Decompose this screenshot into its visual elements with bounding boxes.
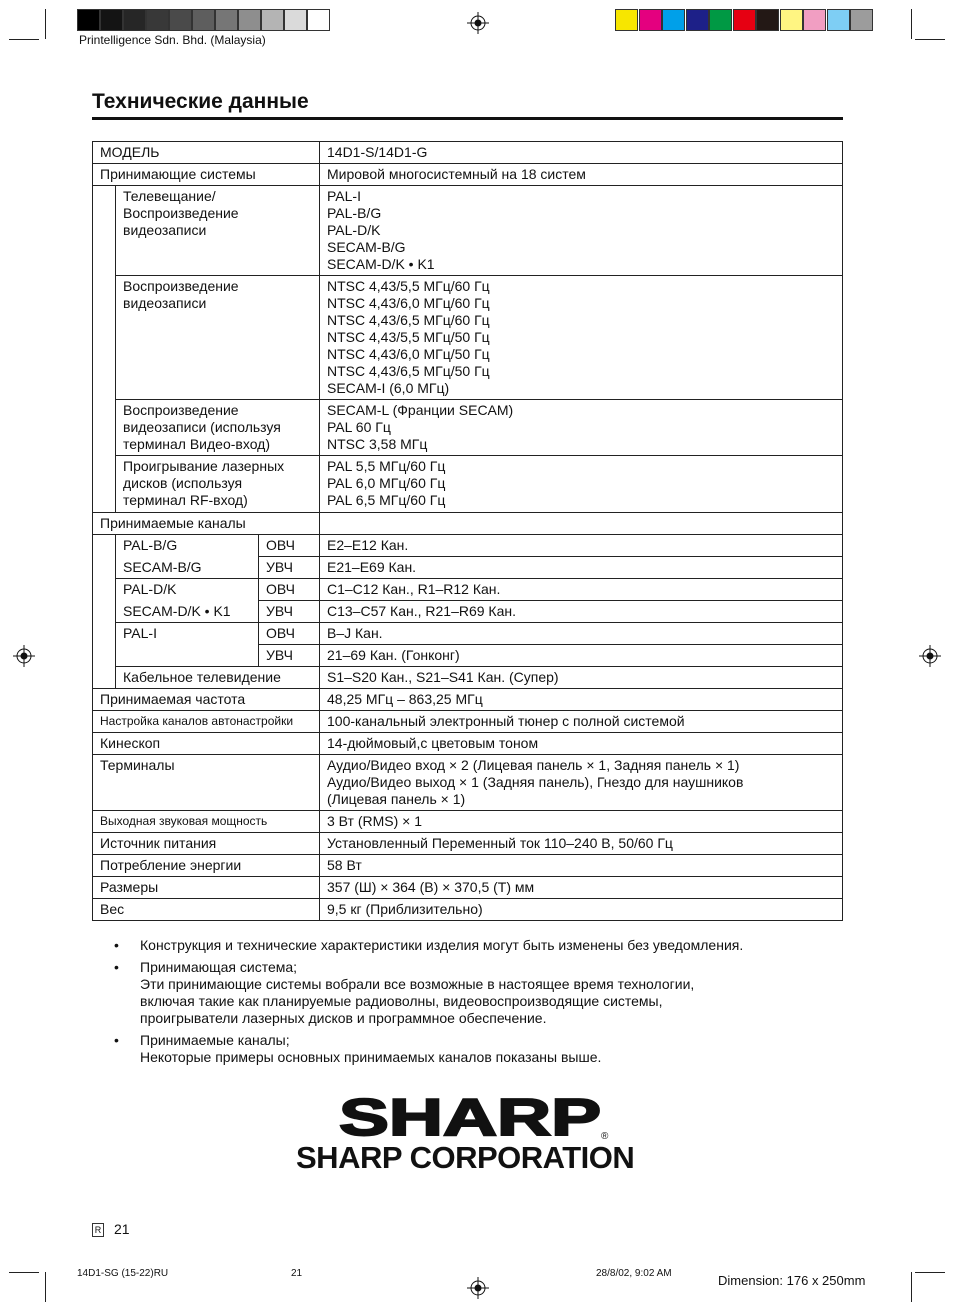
gray-swatch bbox=[215, 9, 238, 31]
color-swatch bbox=[780, 9, 803, 31]
color-swatch bbox=[686, 9, 709, 31]
spec-table bbox=[92, 141, 843, 921]
crop-mark bbox=[9, 39, 39, 40]
color-swatch bbox=[733, 9, 756, 31]
spec-value: Мировой многосистемный на 18 систем bbox=[320, 164, 843, 186]
table-row bbox=[93, 164, 843, 186]
channel-value: 21–69 Кан. (Гонконг) bbox=[320, 645, 843, 667]
color-swatch bbox=[709, 9, 732, 31]
spec-label: Потребление энергии bbox=[93, 855, 320, 877]
channel-value: C1–C12 Кан., R1–R12 Кан. bbox=[320, 579, 843, 601]
table-row bbox=[93, 535, 843, 557]
channel-band: УВЧ bbox=[259, 557, 320, 579]
table-row bbox=[93, 811, 843, 833]
crop-mark bbox=[45, 1272, 46, 1302]
table-row bbox=[93, 855, 843, 877]
gray-swatch bbox=[192, 9, 215, 31]
table-row bbox=[93, 579, 843, 601]
spec-value: 14-дюймовый,с цветовым тоном bbox=[320, 733, 843, 755]
crop-mark bbox=[45, 9, 46, 39]
spec-label: Телевещание/ Воспроизведение видеозаписи bbox=[116, 186, 320, 276]
table-row bbox=[93, 623, 843, 645]
spec-label: Принимающие системы bbox=[93, 164, 320, 186]
file-name: 14D1-SG (15-22)RU bbox=[77, 1268, 169, 1279]
spec-label: Проигрывание лазерных дисков (используя терминал RF-вход) bbox=[116, 456, 320, 513]
table-row bbox=[93, 276, 843, 400]
registration-mark-icon bbox=[919, 645, 941, 667]
spec-label: Воспроизведение видеозаписи (используя терминал Видео-вход) bbox=[116, 400, 320, 456]
spec-value: 14D1-S/14D1-G bbox=[320, 142, 843, 164]
spec-label: Принимаемые каналы bbox=[93, 513, 320, 535]
spec-value: PAL 5,5 МГц/60 Гц PAL 6,0 МГц/60 Гц PAL 6,5 МГц/60 Гц bbox=[320, 456, 843, 513]
spec-label: Кинескоп bbox=[93, 733, 320, 755]
registration-mark-icon bbox=[467, 1277, 489, 1299]
table-row bbox=[93, 513, 843, 535]
channel-system: SECAM-D/K • K1 bbox=[116, 601, 259, 623]
channel-band: ОВЧ bbox=[259, 579, 320, 601]
spec-value: 357 (Ш) × 364 (В) × 370,5 (Т) мм bbox=[320, 877, 843, 899]
spec-label: Кабельное телевидение bbox=[116, 667, 320, 689]
registration-mark-icon bbox=[13, 645, 35, 667]
crop-mark bbox=[9, 1272, 39, 1273]
spec-label: Принимаемая частота bbox=[93, 689, 320, 711]
spec-value: PAL-I PAL-B/G PAL-D/K SECAM-B/G SECAM-D/K • K1 bbox=[320, 186, 843, 276]
spec-label: Воспроизведение видеозаписи bbox=[116, 276, 320, 400]
spec-value: 9,5 кг (Приблизительно) bbox=[320, 899, 843, 921]
spec-value: 100-канальный электронный тюнер с полной системой bbox=[320, 711, 843, 733]
sharp-logo bbox=[339, 1093, 611, 1141]
channel-band: ОВЧ bbox=[259, 535, 320, 557]
gray-swatch bbox=[307, 9, 330, 31]
spec-value: S1–S20 Кан., S21–S41 Кан. (Супер) bbox=[320, 667, 843, 689]
color-swatch bbox=[662, 9, 685, 31]
spec-label: Выходная звуковая мощность bbox=[93, 811, 320, 833]
table-row bbox=[93, 186, 843, 276]
language-marker: R bbox=[92, 1223, 104, 1237]
svg-text:SHARP: SHARP bbox=[339, 1093, 601, 1141]
list-item: • Принимающая система; Эти принимающие системы вобрали все возможные в настоящее время технологии, включая такие как планируемые радиоволны, видеовоспроизводящие системы, проигрыватели лазерных дисков и программное обеспечение. bbox=[114, 959, 695, 1026]
channel-value: C13–C57 Кан., R21–R69 Кан. bbox=[320, 601, 843, 623]
spec-label: Настройка каналов автонастройки bbox=[93, 711, 320, 733]
channel-value: E2–E12 Кан. bbox=[320, 535, 843, 557]
color-swatch bbox=[850, 9, 873, 31]
corporation-name: SHARP CORPORATION bbox=[296, 1140, 635, 1175]
gray-swatch bbox=[284, 9, 307, 31]
table-row bbox=[93, 733, 843, 755]
list-item: • Принимаемые каналы; Некоторые примеры основных принимаемых каналов показаны выше. bbox=[114, 1032, 602, 1065]
gray-swatch bbox=[169, 9, 192, 31]
channel-system: PAL-B/G bbox=[116, 535, 259, 557]
table-row bbox=[93, 689, 843, 711]
spec-label: Вес bbox=[93, 899, 320, 921]
table-row bbox=[93, 456, 843, 513]
page-title: Технические данные bbox=[92, 90, 309, 113]
color-swatch bbox=[827, 9, 850, 31]
spec-value: Аудио/Видео вход × 2 (Лицевая панель × 1, Задняя панель × 1) Аудио/Видео выход × 1 (Задняя панель), Гнездо для наушников (Лицевая панель × 1) bbox=[320, 755, 843, 811]
channel-value: E21–E69 Кан. bbox=[320, 557, 843, 579]
gray-swatch bbox=[146, 9, 169, 31]
channel-system: PAL-I bbox=[116, 623, 259, 667]
table-row bbox=[93, 833, 843, 855]
color-swatch bbox=[639, 9, 662, 31]
crop-mark bbox=[915, 39, 945, 40]
channel-value: B–J Кан. bbox=[320, 623, 843, 645]
channel-system: SECAM-B/G bbox=[116, 557, 259, 579]
table-row bbox=[93, 711, 843, 733]
spec-value: Установленный Переменный ток 110–240 В, 50/60 Гц bbox=[320, 833, 843, 855]
channel-band: ОВЧ bbox=[259, 623, 320, 645]
registration-mark-icon bbox=[467, 12, 489, 34]
gray-swatch bbox=[261, 9, 284, 31]
dimension-label: Dimension: 176 x 250mm bbox=[718, 1273, 866, 1288]
color-swatch bbox=[803, 9, 826, 31]
printer-credit: Printelligence Sdn. Bhd. (Malaysia) bbox=[79, 33, 266, 47]
gray-swatch bbox=[238, 9, 261, 31]
table-row bbox=[93, 755, 843, 811]
table-row bbox=[93, 400, 843, 456]
table-row bbox=[93, 667, 843, 689]
gray-swatch bbox=[100, 9, 123, 31]
table-row bbox=[93, 557, 843, 579]
page-number: 21 bbox=[114, 1221, 130, 1237]
spec-value bbox=[320, 513, 843, 535]
spec-value: NTSC 4,43/5,5 МГц/60 Гц NTSC 4,43/6,0 МГц/60 Гц NTSC 4,43/6,5 МГц/60 Гц NTSC 4,43/5,5 МГц/50 Гц NTSC 4,43/6,0 МГц/50 Гц NTSC 4,43/6,5 МГц/50 Гц SECAM-I (6,0 МГц) bbox=[320, 276, 843, 400]
crop-mark bbox=[915, 1272, 945, 1273]
spec-value: 58 Вт bbox=[320, 855, 843, 877]
table-row bbox=[93, 877, 843, 899]
print-date: 28/8/02, 9:02 AM bbox=[596, 1268, 672, 1279]
channel-band: УВЧ bbox=[259, 645, 320, 667]
crop-mark bbox=[911, 9, 912, 39]
color-swatch bbox=[615, 9, 638, 31]
spec-value: SECAM-L (Франции SECAM) PAL 60 Гц NTSC 3,58 МГц bbox=[320, 400, 843, 456]
crop-mark bbox=[911, 1272, 912, 1302]
table-row bbox=[93, 142, 843, 164]
spec-value: 48,25 МГц – 863,25 МГц bbox=[320, 689, 843, 711]
title-divider bbox=[92, 117, 843, 120]
notes-list bbox=[114, 937, 854, 1071]
spec-label: Источник питания bbox=[93, 833, 320, 855]
sheet-number: 21 bbox=[291, 1268, 303, 1279]
color-swatch bbox=[756, 9, 779, 31]
spec-value: 3 Вт (RMS) × 1 bbox=[320, 811, 843, 833]
channel-system: PAL-D/K bbox=[116, 579, 259, 601]
gray-swatch bbox=[123, 9, 146, 31]
table-row bbox=[93, 899, 843, 921]
gray-swatch bbox=[77, 9, 100, 31]
spec-label: Размеры bbox=[93, 877, 320, 899]
spec-label: МОДЕЛЬ bbox=[93, 142, 320, 164]
list-item: • Конструкция и технические характеристики изделия могут быть изменены без уведомления. bbox=[114, 937, 744, 953]
spec-label: Терминалы bbox=[93, 755, 320, 811]
channel-band: УВЧ bbox=[259, 601, 320, 623]
table-row bbox=[93, 601, 843, 623]
svg-text:®: ® bbox=[601, 1131, 609, 1141]
